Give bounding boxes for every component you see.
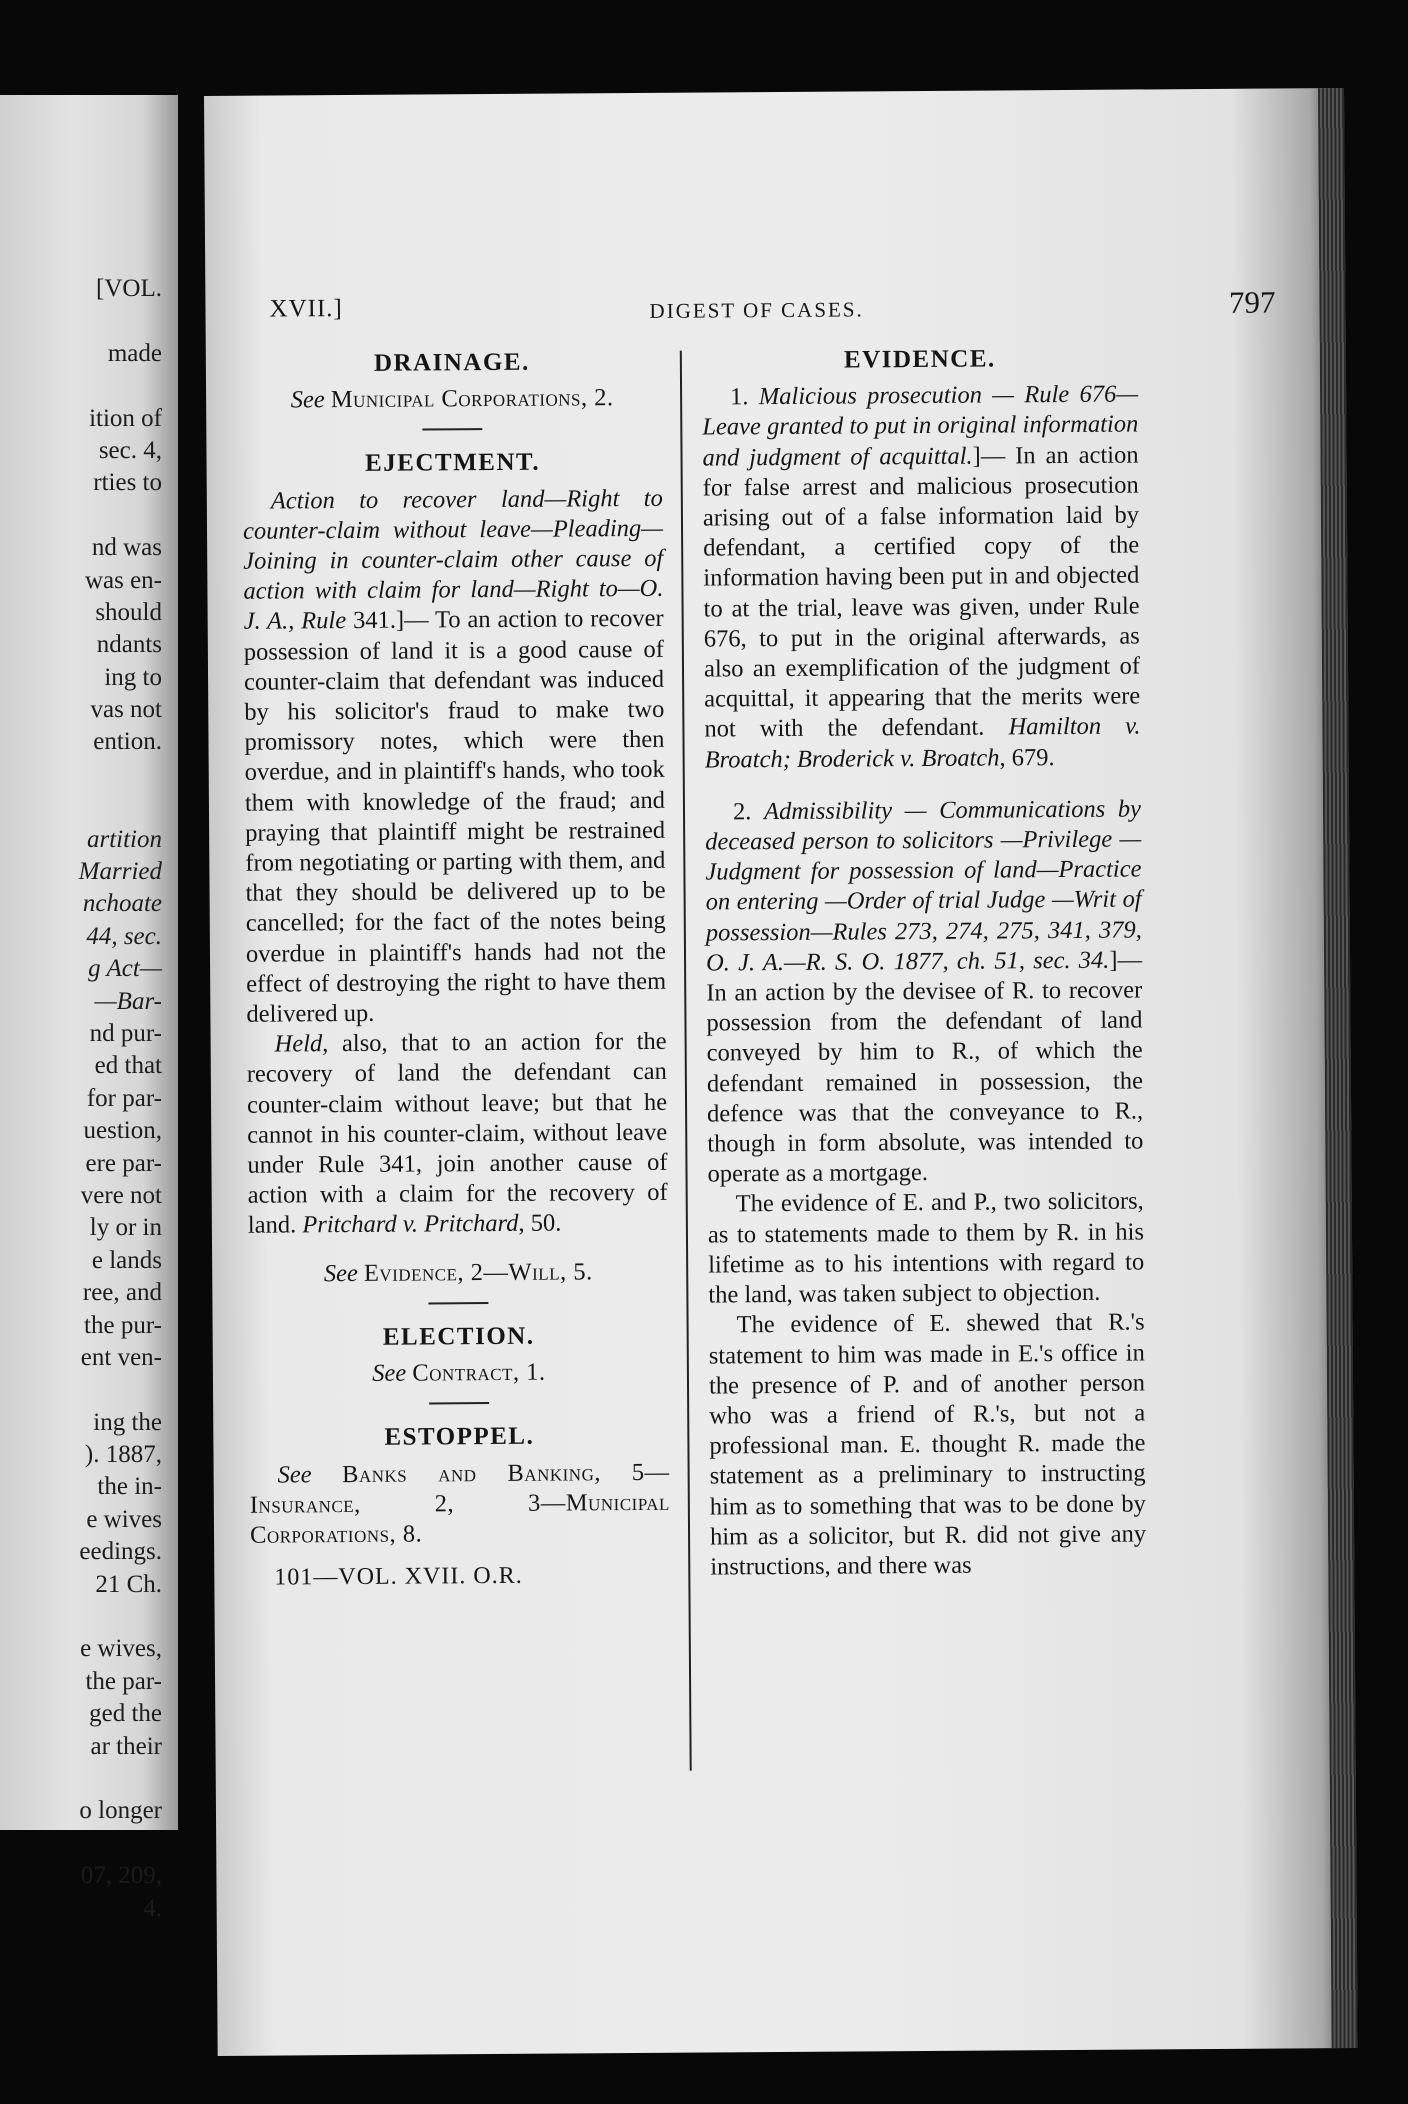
evidence-item-2-para-2: The evidence of E. and P., two solicitors, as to statements made to them by R. in his lifetime as to his intentions with regard to the land, was taken subject to objection. (707, 1187, 1145, 1309)
heading-election: ELECTION. (382, 1322, 535, 1351)
facing-page-line: uestion, (83, 1117, 162, 1145)
facing-page-line: ree, and (82, 1279, 162, 1307)
facing-page-line: ing the (93, 1408, 162, 1436)
facing-page-line: nchoate (82, 890, 162, 918)
facing-page-line: 21 Ch. (95, 1570, 162, 1598)
facing-page-line (79, 1601, 162, 1633)
book-page (204, 88, 1358, 2056)
facing-page-line: e wives, (80, 1635, 162, 1663)
facing-page-line: ition of (89, 404, 162, 432)
facing-page-line (79, 305, 162, 337)
cross-reference: See Municipal Corporations, 2. (290, 384, 614, 414)
facing-page-line: artition (86, 825, 162, 853)
facing-page-line: [VOL. (96, 275, 162, 302)
facing-page-line (79, 791, 162, 823)
facing-page-line: nd pur- (89, 1019, 162, 1047)
facing-page-line: nd was (91, 534, 162, 562)
facing-page-line: —Bar- (94, 987, 162, 1015)
cross-reference: See Contract, 1. (372, 1358, 546, 1387)
facing-page-line: ed that (94, 1052, 162, 1080)
facing-page-line: the par- (85, 1667, 162, 1695)
evidence-item-1: 1. Malicious prosecution — Rule 676—Leave granted to put in original information and judgment of acquittal.]— In an action for false arrest and malicious prosecution arising out of a false information laid by defendant, a certified copy of the information having been put in and objected to at the trial, leave was given, under Rule 676, to put in the original afterwards, as also an exemplification of the judgment of acquittal, it appearing that the merits were not with the defendant. Hamilton v. Broatch; Broderick v. Broatch, 679. (702, 380, 1141, 774)
facing-page-line: o longer (79, 1797, 162, 1825)
facing-page-line: g Act— (88, 955, 162, 983)
facing-page-line: sec. 4, (98, 436, 162, 464)
facing-page-line (79, 1828, 162, 1860)
right-column (702, 339, 1147, 1582)
header-title: DIGEST OF CASES. (649, 297, 864, 323)
heading-evidence: EVIDENCE. (843, 345, 996, 374)
facing-page-line: ly or in (89, 1214, 162, 1242)
cross-reference: See Banks and Banking, 5—Insurance, 2, 3—Municipal Corporations, 8. (249, 1458, 670, 1549)
section-rule (429, 1402, 489, 1404)
column-divider (680, 351, 692, 1771)
heading-estoppel: ESTOPPEL. (384, 1423, 535, 1452)
facing-page-line: Married (78, 858, 162, 886)
facing-page-left (0, 95, 178, 1922)
cross-reference: See Evidence, 2—Will, 5. (323, 1258, 593, 1287)
facing-page-line: 07, 209, (80, 1862, 162, 1890)
section-rule (428, 1302, 488, 1304)
facing-page-line (79, 370, 162, 402)
page-edge (1318, 88, 1358, 2048)
facing-page-line: ere par- (85, 1149, 162, 1177)
ejectment-paragraph: Action to recover land—Right to counter-claim without leave—Pleading—Joining in counter-claim other cause of action with claim for land—Right to—O. J. A., Rule 341.]— To an action to recover possession of land it is a good cause of counter-claim that defendant was induced by his solicitor's fraud to make two promissory notes, which were then overdue, and in plaintiff's hands, who took them with knowledge of the fraud; and praying that plaintiff might be restrained from negotiating or parting with them, and that they should be delivered up to be cancelled; for the fact of the notes being overdue in plaintiff's hands had not the effect of destroying the right to have them delivered up. (242, 484, 667, 1028)
facing-page-line: vas not (90, 696, 162, 724)
facing-page-line: the in- (97, 1473, 162, 1501)
facing-page-line: ). 1887, (84, 1441, 162, 1469)
evidence-item-2: 2. Admissibility — Communications by deceased person to solicitors —Privilege — Judgment for possession of land—Practice on entering —Order of trial Judge —Writ of possession—Rules 273, 274, 275, 341, 379, O. J. A.—R. S. O. 1877, ch. 51, sec. 34.]—In an action by the devisee of R. to recover possession from the defendant of land conveyed by him to R., of which the defendant remained in possession, the defence was that the conveyance to R., though in form absolute, was intended to operate as a mortgage. (705, 795, 1144, 1188)
facing-page-line: ing to (104, 663, 162, 691)
facing-page-line (79, 500, 162, 532)
facing-page-line: made (107, 339, 162, 367)
facing-page-line: for par- (86, 1084, 162, 1112)
facing-page-line: vere not (80, 1181, 162, 1209)
facing-page-line: ent ven- (80, 1343, 162, 1371)
facing-page-line: ention. (93, 728, 162, 756)
facing-page-line (79, 1763, 162, 1795)
facing-page-line: ndants (96, 631, 162, 659)
facing-page-line: was en- (84, 566, 162, 594)
facing-page-line: 44, sec. (86, 922, 162, 950)
heading-drainage: DRAINAGE. (373, 348, 530, 377)
facing-page-line: ged the (89, 1700, 162, 1728)
evidence-item-2-para-3: The evidence of E. shewed that R.'s statement to him was made in E.'s office in the presence of P. and of another person who was a friend of R.'s, but not a professional man. E. thought R. made the statement as a preliminary to instructing him as to something that was to be done by him as a solicitor, but R. did not give any instructions, and there was (708, 1308, 1147, 1581)
facing-page-line: e wives (86, 1505, 162, 1533)
facing-page-text (79, 273, 162, 1925)
facing-page-line: rties to (93, 469, 162, 497)
facing-page-line: ar their (90, 1732, 162, 1760)
signature-footer: 101—VOL. XVII. O.R. (274, 1562, 523, 1591)
facing-page-line: e lands (91, 1246, 162, 1274)
facing-page-line: eedings. (79, 1538, 162, 1566)
facing-page-line (79, 759, 162, 791)
page-number: 797 (1228, 284, 1276, 320)
ejectment-held-paragraph: Held, also, that to an action for the recovery of land the defendant can counter-claim without leave; but that he cannot in his counter-claim, without leave under Rule 341, join another cause of action with a claim for the recovery of land. Pritchard v. Pritchard, 50. (246, 1028, 668, 1240)
heading-ejectment: EJECTMENT. (364, 449, 541, 478)
facing-page-line: the pur- (84, 1311, 162, 1339)
facing-page-line (79, 1374, 162, 1406)
header-volume: XVII.] (269, 295, 343, 323)
facing-page-line: should (95, 598, 162, 626)
left-column (242, 343, 671, 1593)
facing-page-line: 4. (143, 1894, 162, 1922)
running-header (269, 285, 1275, 336)
section-rule (422, 428, 482, 430)
